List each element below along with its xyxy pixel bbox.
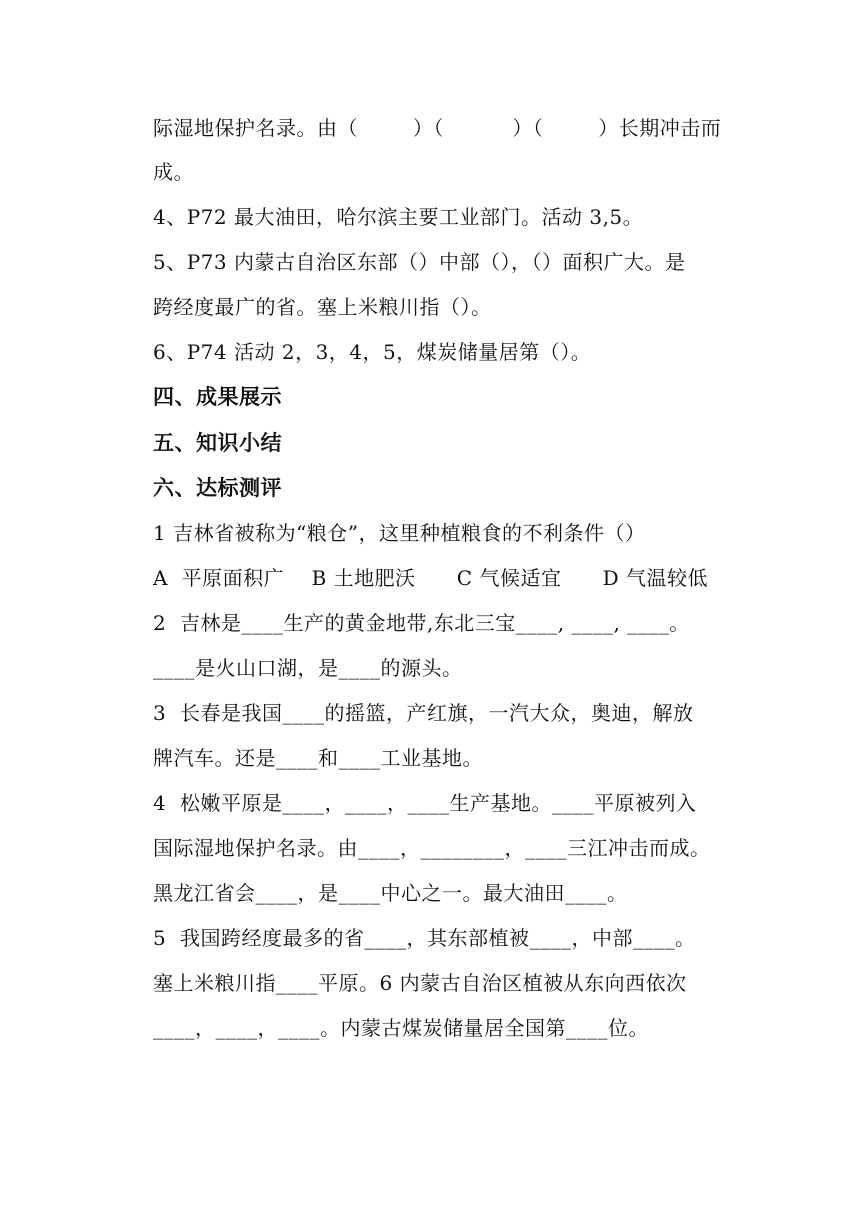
quiz-line: 5 我国跨经度最多的省____，其东部植被____，中部____。 (153, 926, 696, 950)
quiz-line: 黑龙江省会____，是____中心之一。最大油田____。 (153, 881, 628, 905)
text-line: 成。 (153, 160, 194, 184)
section-heading-summary: 五、知识小结 (153, 430, 282, 455)
text-line: 6、P74 活动 2，3，4，5，煤炭储量居第（）。 (153, 340, 592, 364)
quiz-line: ____是火山口湖，是____的源头。 (153, 656, 463, 680)
quiz-line: 1 吉林省被称为“粮仓”，这里种植粮食的不利条件（） (153, 521, 646, 545)
quiz-line: ____，____，____。内蒙古煤炭储量居全国第____位。 (153, 1016, 649, 1040)
quiz-line: 4 松嫩平原是____，____，____生产基地。____平原被列入 (153, 791, 697, 815)
text-line: 4、P72 最大油田，哈尔滨主要工业部门。活动 3,5。 (153, 205, 644, 229)
quiz-options: A 平原面积广 B 土地肥沃 C 气候适宜 D 气温较低 (153, 566, 708, 590)
quiz-line: 牌汽车。还是____和____工业基地。 (153, 746, 483, 770)
quiz-line: 塞上米粮川指____平原。6 内蒙古自治区植被从东向西依次 (153, 971, 687, 995)
quiz-line: 国际湿地保护名录。由____，________，____三江冲击而成。 (153, 836, 711, 860)
text-line: 际湿地保护名录。由（ ）（ ）（ ）长期冲击而 (153, 116, 722, 140)
text-line: 跨经度最广的省。塞上米粮川指（）。 (153, 295, 492, 319)
text-line: 5、P73 内蒙古自治区东部（）中部（），（）面积广大。是 (153, 250, 686, 274)
section-heading-assessment: 六、达标测评 (153, 475, 282, 500)
section-heading-results: 四、成果展示 (153, 384, 282, 409)
quiz-line: 3 长春是我国____的摇篮，产红旗，一汽大众，奥迪，解放 (153, 701, 694, 725)
quiz-line: 2 吉林是____生产的黄金地带,东北三宝____, ____, ____。 (153, 611, 690, 635)
